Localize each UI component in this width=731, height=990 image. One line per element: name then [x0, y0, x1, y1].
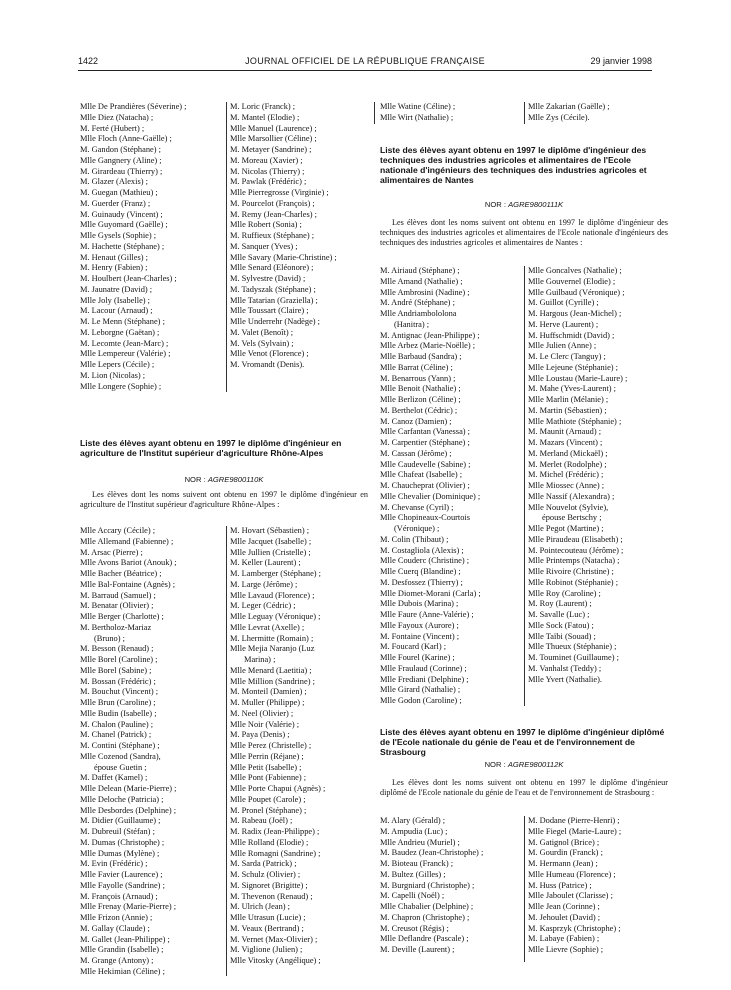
list-item: Mlle Jacquet (Isabelle) ;	[230, 536, 312, 546]
list-item: Mlle Robinot (Stéphanie) ;	[528, 577, 619, 587]
list-item: Mlle Dubois (Marina) ;	[380, 599, 459, 609]
list-item: M. Chaucheprat (Olivier) ;	[380, 481, 470, 490]
list-item: M. Gatignol (Brice) ;	[528, 837, 600, 847]
list-item: M. Tadyszak (Stéphane) ;	[230, 284, 316, 294]
list-item: M. Girardeau (Thierry) ;	[80, 166, 163, 176]
list-item: Mlle Chopineaux-Courtois	[380, 513, 471, 523]
list-item: M. Sanquer (Yves) ;	[230, 241, 298, 251]
list-item: M. Hargous (Jean-Michel) ;	[528, 309, 622, 318]
list-item: M. Daffet (Kamel) ;	[80, 773, 148, 783]
list-item: Mlle De Prandières (Séverine) ;	[80, 102, 187, 111]
list-item: Mlle Avons Bariot (Anouk) ;	[80, 558, 177, 568]
list-item: Mlle Godon (Caroline) ;	[380, 696, 462, 705]
section-intro: Les élèves dont les noms suivent ont obtenu en 1997 le diplôme d'ingénieur des techniques des industries agricoles et alimentaires de l'Ecole nationale d'ingénieurs des techniques des industries agricoles et alimentaires de Nantes :	[380, 218, 668, 247]
list-item: Mlle Lepers (Cécile) ;	[80, 360, 155, 369]
list-item: Mlle Girard (Nathalie) ;	[380, 685, 461, 695]
list-item: Mlle Zakarian (Gaëlle) ;	[528, 102, 610, 111]
list-item: M. Vels (Sylvain) ;	[230, 338, 294, 348]
list-item: Mlle Pont (Fabienne) ;	[230, 773, 307, 783]
list-item: Mlle Berlizon (Céline) ;	[380, 395, 461, 404]
list-item: Mlle Deflandre (Pascale) ;	[380, 934, 469, 944]
list-item: Mlle Wirt (Nathalie) ;	[380, 112, 454, 122]
list-item: M. Monteil (Damien) ;	[230, 687, 307, 697]
list-item: M. Bultez (Gilles) ;	[380, 869, 446, 879]
list-item: Mlle Thueux (Stéphanie) ;	[528, 642, 617, 652]
list-item: Mlle Humeau (Florence) ;	[528, 869, 616, 879]
list-item: Mlle Frenay (Marie-Pierre) ;	[80, 902, 177, 912]
list-item: Mlle Diez (Natacha) ;	[80, 112, 154, 122]
list-item: M. Gourdin (Franck) ;	[528, 848, 603, 858]
list-item: M. Guillot (Cyrille) ;	[528, 298, 599, 308]
list-item: M. Benatar (Olivier) ;	[80, 601, 154, 611]
journal-title: JOURNAL OFFICIEL DE LA RÉPUBLIQUE FRANÇAISE	[245, 56, 485, 66]
list-item: M. Henry (Fabien) ;	[80, 263, 148, 273]
list-item: Mlle Zys (Cécile).	[528, 112, 590, 122]
list-item: Mlle Delean (Marie-Pierre) ;	[80, 784, 177, 793]
list-item: Mlle Robert (Sonia) ;	[230, 220, 302, 230]
list-item: Mlle Fraulaud (Corinne) ;	[380, 663, 467, 673]
list-item: M. Glazer (Alexis) ;	[80, 177, 148, 187]
list-item: M. Hachette (Stéphane) ;	[80, 241, 165, 251]
list-item: M. Roy (Laurent) ;	[528, 599, 592, 609]
list-item: Mlle Tatarian (Graziella) ;	[230, 295, 318, 305]
nor-reference: NOR : AGRE9800112K	[484, 760, 564, 769]
list-item: Mlle Brun (Caroline) ;	[80, 698, 156, 707]
list-item: M. Touminet (Guillaume) ;	[528, 653, 619, 662]
list-item: M. Maunit (Arnaud) ;	[528, 427, 602, 437]
list-item: Mlle Amand (Nathalie) ;	[380, 276, 463, 286]
list-item: M. Bouchut (Vincent) ;	[80, 687, 159, 697]
list-item: Mlle Andrieu (Muriel) ;	[380, 837, 460, 847]
list-item: M. Huffschmidt (David) ;	[528, 330, 615, 340]
list-item: M. Fontaine (Vincent) ;	[380, 631, 460, 641]
list-item: M. Pourcelot (François) ;	[230, 198, 315, 208]
list-item: Mlle Leguay (Véronique) ;	[230, 612, 321, 621]
strasbourg-list-col1	[380, 816, 524, 956]
list-item: M. Sylvestre (David) ;	[230, 274, 306, 283]
list-item: (Bruno) ;	[94, 633, 125, 643]
list-item: Mlle Watine (Céline) ;	[380, 102, 456, 111]
list-item: Mlle Arbez (Marie-Noëlle) ;	[380, 341, 476, 351]
list-item: Mlle Accary (Cécile) ;	[80, 526, 156, 535]
nantes-list-col2	[528, 266, 668, 685]
list-item: M. Nicolas (Thierry) ;	[230, 166, 305, 176]
list-item: Mlle Petit (Isabelle) ;	[230, 762, 302, 772]
list-item: M. Jehoulet (David) ;	[528, 912, 601, 922]
list-item: M. Pawlak (Frédéric) ;	[230, 177, 307, 187]
list-item: Mlle Carfantan (Vanessa) ;	[380, 427, 470, 437]
list-item: Mlle Andriambololona	[380, 309, 457, 318]
list-item: Mlle Diomet-Morani (Carla) ;	[380, 588, 481, 598]
page-header	[78, 56, 652, 70]
list-item: M. Ulrich (Jean) ;	[230, 902, 291, 912]
list-item: M. Canoz (Damien) ;	[380, 416, 452, 426]
list-item: Mlle Lempereur (Valérie) ;	[80, 349, 171, 359]
list-item: Mlle Faure (Anne-Valérie) ;	[380, 610, 474, 619]
list-item: Mlle Caudevelle (Sabine) ;	[380, 459, 471, 469]
list-item: M. Guegan (Mathieu) ;	[80, 188, 158, 197]
list-item: M. Dubreuil (Stéfan) ;	[80, 827, 155, 836]
list-item: M. Ruffieux (Stéphane) ;	[230, 231, 315, 240]
list-item: (Hanitra) ;	[394, 319, 430, 329]
list-item: M. Ferté (Hubert) ;	[80, 123, 145, 133]
list-item: M. Henaut (Gilles) ;	[80, 252, 148, 262]
list-item: Mlle Frediani (Delphine) ;	[380, 674, 469, 684]
list-item: M. Leger (Cédric) ;	[230, 601, 296, 611]
list-item: Mlle Fourel (Karine) ;	[380, 653, 455, 662]
list-item: M. Michel (Frédéric) ;	[528, 470, 604, 480]
list-item: M. Jaunatre (David) ;	[80, 284, 153, 294]
list-item: M. Guinaudy (Vincent) ;	[80, 209, 163, 219]
list-item: Mlle Romagni (Sandrine) ;	[230, 848, 321, 858]
nantes-list-col1	[380, 266, 524, 707]
list-item: Mlle Roy (Caroline) ;	[528, 588, 601, 598]
list-item: M. Costagliola (Alexis) ;	[380, 545, 464, 555]
list-item: Mlle Allemand (Fabienne) ;	[80, 536, 174, 546]
list-item: Mlle Gouvernel (Elodie) ;	[528, 276, 616, 286]
list-item: Mlle Noir (Valérie) ;	[230, 719, 300, 729]
list-item: épouse Guetin ;	[94, 762, 147, 772]
list-item: M. Valet (Benoît) ;	[230, 327, 294, 337]
list-item: Mlle Jullien (Cristelle) ;	[230, 547, 311, 557]
list-item: Mlle Chabalier (Delphine) ;	[380, 902, 474, 911]
list-item: M. Gandon (Stéphane) ;	[80, 145, 161, 154]
list-item: Mlle Fayolle (Sandrine) ;	[80, 880, 165, 890]
list-item: M. Arsac (Pierre) ;	[80, 547, 143, 557]
list-item: M. Burgniard (Christophe) ;	[380, 880, 475, 890]
list-item: Mlle Pegot (Martine) ;	[528, 524, 604, 533]
list-item: Mlle Porte Chapui (Agnès) ;	[230, 784, 326, 793]
list-item: M. Moreau (Xavier) ;	[230, 155, 303, 165]
list-item: Mlle Perrin (Réjane) ;	[230, 751, 304, 761]
list-item: Mlle Deloche (Patricia) ;	[80, 794, 164, 804]
page-number: 1422	[78, 56, 99, 66]
list-item: M. Schulz (Olivier) ;	[230, 870, 301, 879]
strasbourg-list-col2	[528, 816, 668, 956]
list-item: Mlle Lejeune (Stéphanie) ;	[528, 362, 618, 372]
list-item: Mlle Chevalier (Dominique) ;	[380, 491, 481, 501]
list-item: Mlle Julien (Anne) ;	[528, 341, 597, 351]
list-item: Mlle Taïbi (Souad) ;	[528, 631, 596, 641]
list-item: Mlle Manuel (Laurence) ;	[230, 123, 317, 133]
list-item: Mlle Guyomard (Gaëlle) ;	[80, 220, 168, 230]
list-item: Mlle Utrasun (Lucie) ;	[230, 913, 306, 922]
list-item: Mlle Loustau (Marie-Laure) ;	[528, 373, 628, 383]
list-item: M. Cassan (Jérôme) ;	[380, 448, 452, 458]
list-item: Mlle Frizon (Annie) ;	[80, 913, 153, 922]
list-item: M. Antignac (Jean-Philippe) ;	[380, 330, 480, 340]
list-item: M. Le Menn (Stéphane) ;	[80, 317, 165, 326]
list-item: M. Besson (Renaud) ;	[80, 644, 154, 654]
list-item: M. Bossan (Frédéric) ;	[80, 676, 156, 686]
list-item: Mlle Toussart (Claire) ;	[230, 306, 309, 316]
nor-reference: NOR : AGRE9800110K	[184, 475, 264, 484]
list-item: Mlle Nassif (Alexandra) ;	[528, 491, 615, 501]
column-divider	[226, 526, 227, 976]
list-item: M. Barraud (Samuel) ;	[80, 590, 156, 600]
list-item: M. Paya (Denis) ;	[230, 730, 290, 740]
list-item: Mlle Venot (Florence) ;	[230, 349, 309, 359]
list-item: Mlle Jean (Corinne) ;	[528, 902, 600, 911]
column-divider	[524, 102, 525, 124]
list-item: M. Houlbert (Jean-Charles) ;	[80, 274, 177, 283]
nor-reference: NOR : AGRE9800111K	[484, 200, 564, 209]
list-item: Mlle Budin (Isabelle) ;	[80, 708, 157, 718]
list-item: Mlle Yvert (Nathalie).	[528, 674, 602, 684]
list-item: M. Savalle (Luc) ;	[528, 610, 590, 619]
list-item: Mlle Hekimian (Céline) ;	[80, 966, 165, 976]
header-rule	[78, 70, 652, 71]
section-title-rhone-alpes: Liste des élèves ayant obtenu en 1997 le diplôme d'ingénieur en agriculture de l'Institut supérieur d'agriculture Rhône-Alpes	[80, 438, 342, 458]
list-item: Mlle Floch (Anne-Gaëlle) ;	[80, 134, 172, 144]
top-list-col4	[528, 102, 658, 124]
list-item: M. Merland (Mickaël) ;	[528, 448, 608, 458]
list-item: Mlle Bacher (Béatrice) ;	[80, 569, 162, 578]
list-item: M. Lamberger (Stéphane) ;	[230, 569, 322, 578]
list-item: M. Rabeau (Joël) ;	[230, 816, 293, 826]
list-item: M. Vernet (Max-Olivier) ;	[230, 934, 318, 944]
list-item: M. Lacour (Arnaud) ;	[80, 306, 153, 316]
list-item: M. Deville (Laurent) ;	[380, 945, 455, 954]
list-item: M. Chanel (Patrick) ;	[80, 730, 152, 740]
list-item: M. Kasprzyk (Christophe) ;	[528, 923, 621, 933]
list-item: M. Muller (Philippe) ;	[230, 698, 305, 707]
list-item: Mlle Underrehr (Nadège) ;	[230, 317, 320, 326]
list-item: M. Didier (Guillaume) ;	[80, 816, 161, 826]
list-item: Mlle Printemps (Natacha) ;	[528, 556, 620, 566]
list-item: M. Huss (Patrice) ;	[528, 880, 592, 890]
list-item: M. Airiaud (Stéphane) ;	[380, 266, 460, 275]
list-item: M. Radix (Jean-Philippe) ;	[230, 827, 320, 836]
list-item: M. Foucard (Karl) ;	[380, 642, 447, 652]
list-item: Mlle Marsollier (Céline) ;	[230, 134, 317, 144]
top-list-col2	[230, 102, 370, 371]
list-item: Mlle Desbordes (Delphine) ;	[80, 805, 177, 815]
list-item: (Véronique) ;	[394, 524, 440, 533]
list-item: M. Vromandt (Denis).	[230, 360, 305, 369]
list-item: Mlle Mejia Naranjo (Luz	[230, 644, 315, 654]
list-item: M. Loric (Franck) ;	[230, 102, 296, 111]
list-item: Mlle Pierregrosse (Virginie) ;	[230, 188, 329, 197]
list-item: M. Martin (Sébastien) ;	[528, 405, 607, 415]
list-item: M. Lecomte (Jean-Marc) ;	[80, 338, 169, 348]
list-item: M. Lhermitte (Romain) ;	[230, 633, 314, 643]
list-item: M. Leborgne (Gaëtan) ;	[80, 327, 160, 337]
list-item: M. Dodane (Pierre-Henri) ;	[528, 816, 620, 825]
list-item: épouse Bertschy ;	[542, 513, 602, 523]
list-item: Mlle Rivoire (Christine) ;	[528, 567, 614, 576]
list-item: Mlle Sock (Fatou) ;	[528, 620, 594, 630]
list-item: Mlle Benoit (Nathalie) ;	[380, 384, 461, 394]
list-item: M. Mantel (Elodie) ;	[230, 112, 300, 122]
list-item: Mlle Guilbaud (Véronique) ;	[528, 287, 625, 297]
list-item: M. Herve (Laurent) ;	[528, 319, 599, 329]
top-list-col1	[80, 102, 226, 392]
list-item: M. Desfossez (Thierry) ;	[380, 577, 463, 587]
list-item: M. Neel (Olivier) ;	[230, 708, 294, 718]
list-item: Mlle Mathiote (Stéphanie) ;	[528, 416, 622, 426]
list-item: M. Bertholoz-Mariaz	[80, 622, 152, 632]
list-item: M. Chapron (Christophe) ;	[380, 912, 470, 922]
list-item: M. Sarda (Patrick) ;	[230, 859, 297, 869]
list-item: Mlle Favier (Laurence) ;	[80, 870, 163, 879]
list-item: M. Large (Jérôme) ;	[230, 579, 298, 589]
list-item: M. Alary (Gérald) ;	[380, 816, 446, 825]
list-item: M. Chalon (Pauline) ;	[80, 719, 154, 729]
list-item: Mlle Senard (Eléonore) ;	[230, 263, 314, 273]
list-item: Mlle Miossec (Anne) ;	[528, 481, 605, 490]
list-item: M. Metayer (Sandrine) ;	[230, 145, 312, 154]
list-item: Marina) ;	[244, 655, 276, 664]
rhone-list-col1	[80, 526, 224, 978]
list-item: Mlle Longere (Sophie) ;	[80, 381, 162, 391]
list-item: Mlle Fiegel (Marie-Laure) ;	[528, 826, 622, 836]
list-item: M. Viglione (Julien) ;	[230, 945, 303, 955]
list-item: M. Guerder (Franz) ;	[80, 198, 151, 208]
list-item: M. Mahe (Yves-Laurent) ;	[528, 384, 616, 394]
list-item: M. Mazars (Vincent) ;	[528, 438, 603, 447]
list-item: Mlle Barrat (Céline) ;	[380, 362, 453, 372]
section-intro: Les élèves dont les noms suivent ont obtenu en 1997 le diplôme d'ingénieur en agriculture de l'Institut supérieur d'agriculture Rhône-Alpes :	[80, 490, 368, 509]
top-list-col3	[380, 102, 520, 124]
list-item: M. Veaux (Bertrand) ;	[230, 923, 304, 933]
list-item: Mlle Borel (Sabine) ;	[80, 665, 152, 675]
list-item: M. Berthelot (Cédric) ;	[380, 405, 458, 415]
list-item: Mlle Million (Sandrine) ;	[230, 676, 315, 686]
list-item: M. Evin (Frédéric) ;	[80, 859, 148, 869]
list-item: Mlle Levrat (Axelle) ;	[230, 622, 305, 632]
list-item: M. Pointecouteau (Jérôme) ;	[528, 545, 624, 555]
issue-date: 29 janvier 1998	[590, 56, 652, 66]
section-title-strasbourg: Liste des élèves ayant obtenu en 1997 le diplôme d'ingénieur diplômé de l'Ecole nationale du génie de l'eau et de l'environnement de Strasbourg	[380, 727, 665, 757]
list-item: M. Benarrous (Yann) ;	[380, 373, 456, 383]
column-divider	[524, 266, 525, 706]
list-item: M. Ampudia (Luc) ;	[380, 826, 448, 836]
list-item: M. Baudez (Jean-Christophe) ;	[380, 848, 484, 858]
list-item: Mlle Chafeat (Isabelle) ;	[380, 470, 463, 480]
list-item: Mlle Fayoux (Aurore) ;	[380, 620, 459, 630]
list-item: M. Grange (Antony) ;	[80, 956, 154, 965]
list-item: M. Colin (Thibaut) ;	[380, 534, 449, 544]
list-item: Mlle Cozenod (Sandra),	[80, 751, 161, 761]
list-item: Mlle Joly (Isabelle) ;	[80, 295, 151, 305]
list-item: Mlle Marlin (Mélanie) ;	[528, 395, 609, 404]
list-item: Mlle Couderc (Christine) ;	[380, 556, 470, 566]
list-item: Mlle Borel (Caroline) ;	[80, 655, 158, 664]
list-item: Mlle Menard (Laetitia) ;	[230, 665, 312, 675]
list-item: M. Chevanse (Cyril) ;	[380, 502, 454, 512]
list-item: M. Pronel (Stéphane) ;	[230, 805, 307, 815]
list-item: Mlle Cuerq (Blandine) ;	[380, 567, 461, 576]
list-item: Mlle Savary (Marie-Christine) ;	[230, 252, 337, 262]
list-item: Mlle Berger (Charlotte) ;	[80, 612, 164, 621]
list-item: Mlle Jaboulet (Clarisse) ;	[528, 891, 613, 901]
list-item: Mlle Goncalves (Nathalie) ;	[528, 266, 622, 275]
column-divider	[524, 816, 525, 962]
list-item: Mlle Gangnery (Aline) ;	[80, 155, 162, 165]
list-item: M. Creusot (Régis) ;	[380, 923, 449, 933]
list-item: M. François (Arnaud) ;	[80, 891, 158, 901]
column-divider	[374, 102, 375, 124]
list-item: Mlle Perez (Christelle) ;	[230, 741, 312, 750]
list-item: M. Hermann (Jean) ;	[528, 859, 598, 868]
list-item: M. Carpentier (Stéphane) ;	[380, 438, 470, 447]
list-item: Mlle Vitosky (Angélique) ;	[230, 956, 321, 965]
list-item: M. Le Clerc (Tanguy) ;	[528, 352, 606, 361]
list-item: M. Dumas (Christophe) ;	[80, 837, 165, 847]
list-item: Mlle Rolland (Elodie) ;	[230, 837, 309, 847]
list-item: M. Labaye (Fabien) ;	[528, 934, 600, 944]
list-item: M. Hovart (Sébastien) ;	[230, 526, 310, 535]
list-item: M. André (Stéphane) ;	[380, 298, 455, 308]
rhone-list-col2	[230, 526, 370, 967]
list-item: Mlle Ambrosini (Nadine) ;	[380, 287, 470, 297]
list-item: Mlle Bal-Fontaine (Agnès) ;	[80, 579, 176, 589]
list-item: M. Gallay (Claude) ;	[80, 923, 150, 933]
section-title-nantes: Liste des élèves ayant obtenu en 1997 le diplôme d'ingénieur des techniques des industries agricoles et alimentaires de l'Ecole nationale d'ingénieurs des techniques des industries agricoles et alimentaires de Nantes	[380, 145, 647, 185]
list-item: M. Lion (Nicolas) ;	[80, 370, 146, 380]
list-item: M. Keller (Laurent) ;	[230, 558, 301, 568]
list-item: Mlle Lavaud (Florence) ;	[230, 590, 315, 600]
list-item: M. Signoret (Brigitte) ;	[230, 880, 308, 890]
list-item: Mlle Gysels (Sophie) ;	[80, 231, 157, 240]
column-divider	[226, 102, 227, 392]
list-item: M. Capelli (Noël) ;	[380, 891, 445, 901]
list-item: Mlle Poupet (Carole) ;	[230, 794, 306, 804]
section-intro: Les élèves dont les noms suivent ont obtenu en 1997 le diplôme d'ingénieur diplômé de l'Ecole nationale du génie de l'eau et de l'environnement de Strasbourg :	[380, 778, 668, 797]
list-item: Mlle Dumas (Mylène) ;	[80, 848, 160, 858]
list-item: M. Merlet (Rodolphe) ;	[528, 459, 607, 469]
list-item: Mlle Grandin (Isabelle) ;	[80, 945, 164, 955]
list-item: M. Remy (Jean-Charles) ;	[230, 209, 317, 219]
list-item: Mlle Lievre (Sophie) ;	[528, 945, 604, 954]
list-item: Mlle Piraudeau (Elisabeth) ;	[528, 534, 623, 544]
list-item: M. Contini (Stéphane) ;	[80, 741, 160, 750]
list-item: M. Vanhalst (Teddy) ;	[528, 663, 602, 673]
list-item: M. Gallet (Jean-Philippe) ;	[80, 934, 170, 944]
list-item: Mlle Nouvelot (Sylvie),	[528, 502, 609, 512]
list-item: M. Thevenon (Renaud) ;	[230, 891, 313, 901]
list-item: M. Bioteau (Franck) ;	[380, 859, 454, 868]
list-item: Mlle Barbaud (Sandra) ;	[380, 352, 462, 361]
